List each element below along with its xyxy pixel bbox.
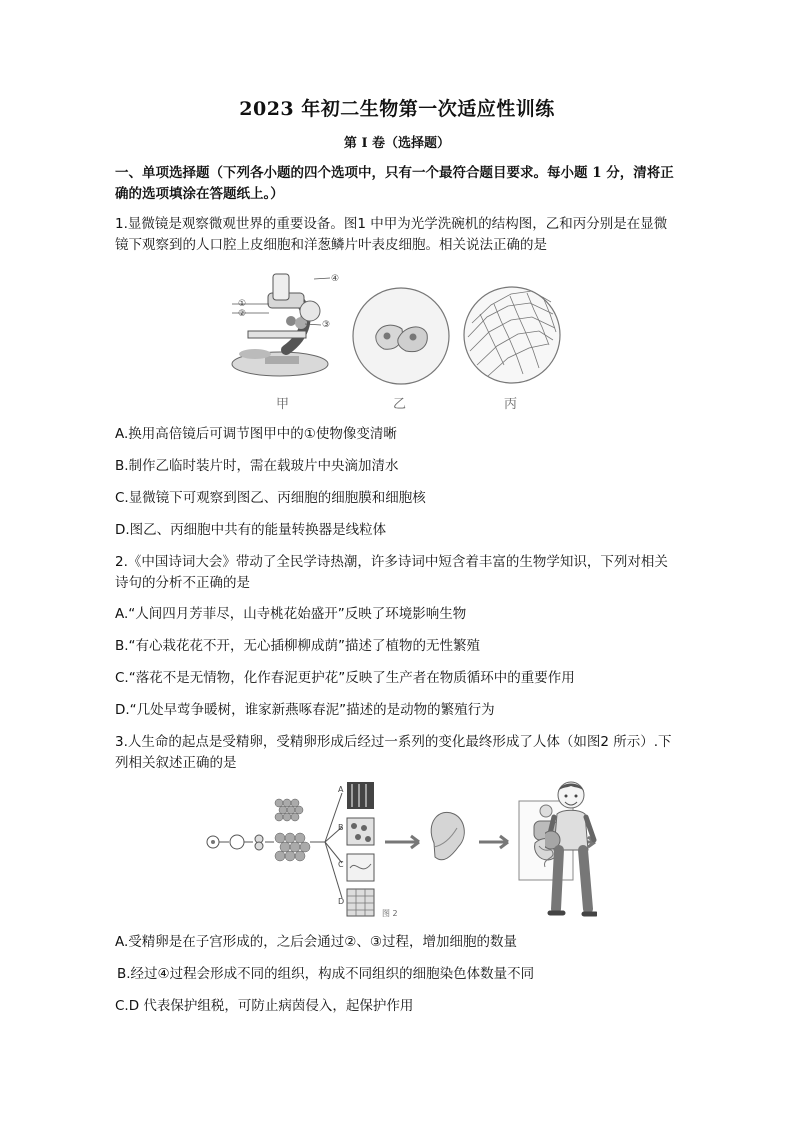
figure2-label-c: C: [338, 860, 344, 869]
question-1-option-a: A.换用高倍镜后可调节图甲中的①使物像变清晰: [115, 426, 397, 442]
volume-title: 第 I 卷（选择题）: [343, 136, 451, 151]
question-2-option-d: D.“几处早莺争暖树，谁家新燕啄春泥”描述的是动物的繁殖行为: [115, 702, 495, 718]
figure-label-yi: 乙: [393, 397, 407, 412]
figure2-label-d: D: [338, 897, 345, 906]
figure-label-jia: 甲: [276, 397, 290, 412]
microscope-label-4: ④: [331, 274, 340, 284]
question-3-option-a: A.受精卵是在子宫形成的，之后会通过②、③过程，增加细胞的数量: [115, 934, 517, 950]
microscope-label-3: ③: [322, 320, 331, 330]
figure2-caption: 图 2: [382, 909, 398, 918]
microscope-label-2: ②: [238, 309, 247, 319]
question-1-option-d: D.图乙、丙细胞中共有的能量转换器是线粒体: [115, 522, 387, 538]
microscope-label-1: ①: [238, 299, 247, 309]
question-3-stem: 3.人生命的起点是受精卵，受精卵形成后经过一系列的变化最终形成了人体（如图2 所示）.下列相关叙述正确的是: [115, 734, 672, 771]
boy-illustration: [545, 778, 597, 921]
question-1-option-b: B.制作乙临时装片时，需在载玻片中央滴加清水: [115, 458, 399, 474]
page-title: 2023 年初二生物第一次适应性训练: [239, 98, 555, 120]
section-heading: 一、单项选择题（下列各小题的四个选项中，只有一个最符合题目要求。每小题 1 分，清将正确的选项填涂在答题纸上。）: [115, 165, 674, 202]
question-1-option-c: C.显微镜下可观察到图乙、丙细胞的细胞膜和细胞核: [115, 490, 426, 506]
question-2-stem: 2.《中国诗词大会》带动了全民学诗热潮，许多诗词中短含着丰富的生物学知识，下列对相关诗句的分析不正确的是: [115, 554, 668, 591]
question-2-option-c: C.“落花不是无情物，化作春泥更护花”反映了生产者在物质循环中的重要作用: [115, 670, 575, 686]
figure2-label-a: A: [338, 785, 344, 794]
question-3-option-c: C.D 代表保护组税，可防止病茵侵入，起保护作用: [115, 998, 414, 1014]
question-2-option-a: A.“人间四月芳菲尽，山寺桃花始盛开”反映了环境影响生物: [115, 606, 467, 622]
figure2-label-b: B: [338, 823, 344, 832]
question-2-option-b: B.“有心栽花花不开，无心插柳柳成荫”描述了植物的无性繁殖: [115, 638, 481, 654]
question-1-stem: 1.显微镜是观察微观世界的重要设备。图1 中甲为光学洗碗机的结构图，乙和丙分别是在显微镜下观察到的人口腔上皮细胞和洋葱鳞片叶表皮细胞。相关说法正确的是: [115, 216, 668, 253]
figure-label-bing: 丙: [504, 397, 518, 412]
question-3-option-b: B.经过④过程会形成不同的组织，构成不同组织的细胞染色体数量不同: [117, 966, 535, 982]
microscope-cell-figure: [230, 262, 562, 412]
